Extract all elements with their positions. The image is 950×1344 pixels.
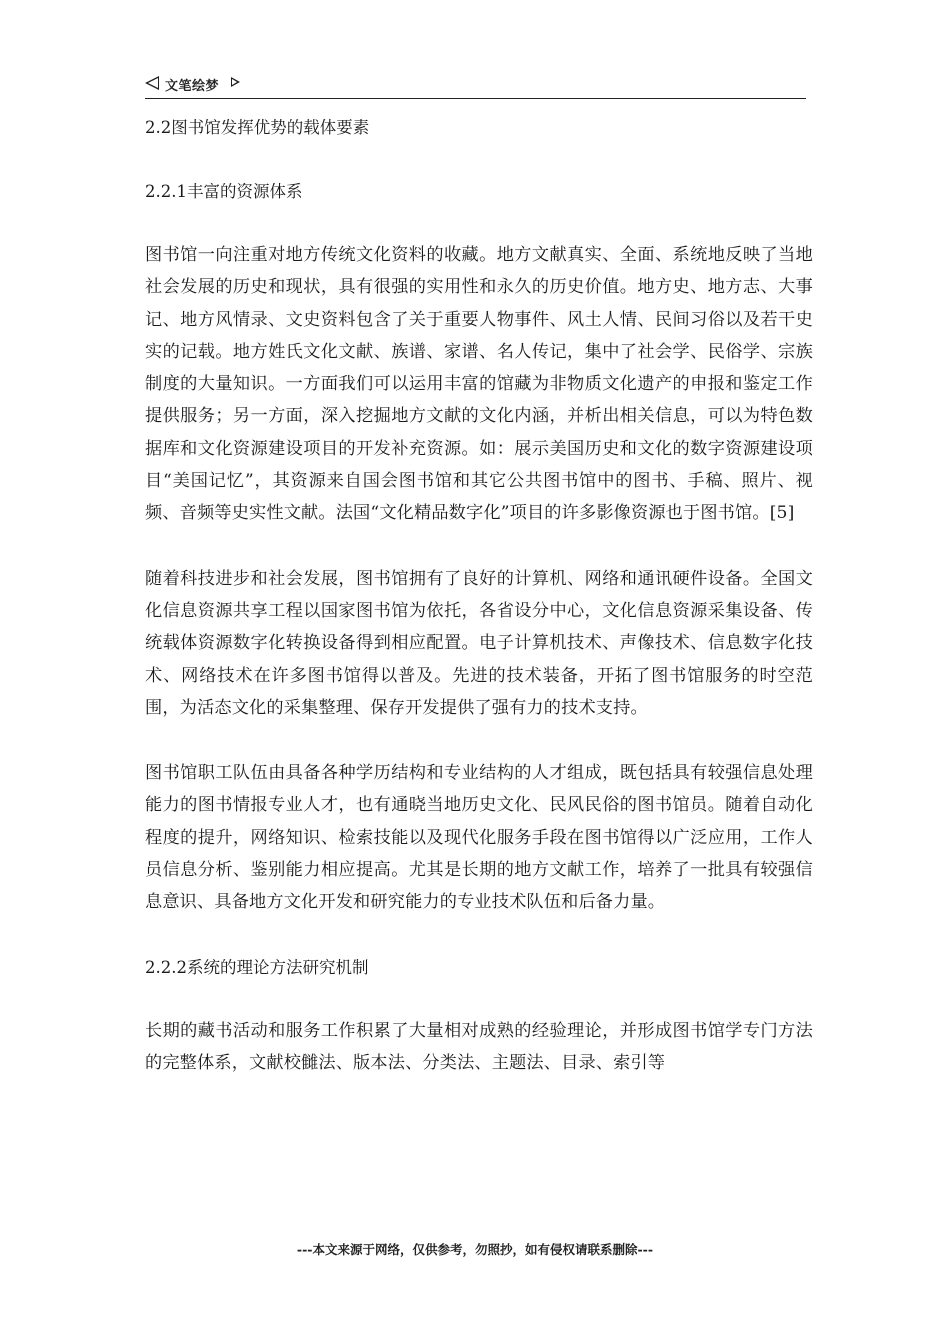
section-heading-2-2-2: 2.2.2系统的理论方法研究机制 bbox=[145, 957, 369, 977]
header-title: 文笔绘梦 bbox=[165, 79, 220, 94]
section-heading-2-2-1: 2.2.1丰富的资源体系 bbox=[145, 182, 303, 201]
footer-disclaimer: ---本文来源于网络，仅供参考，勿照抄，如有侵权请联系删除--- bbox=[296, 1242, 654, 1257]
paragraph-local-documents: 图书馆一向注重对地方传统文化资料的收藏。地方文献真实、全面、系统地反映了当地社会发展的历史和现状，具有很强的实用性和永久的历史价值。地方史、地方志、大事记、地方风情录、文史资料包含了关于重要人物事件、风土人情、民间习俗以及若干史实的记载。地方姓氏文化文献、族谱、家谱、名人传记，集中了社会学、民俗学、宗族制度的大量知识。一方面我们可以运用丰富的馆藏为非物质文化遗产的申报和鉴定工作提供服务；另一方面，深入挖掘地方文献的文化内涵，并析出相关信息，可以为特色数据库和文化资源建设项目的开发补充资源。如：展示美国历史和文化的数字资源建设项目“美国记忆”，其资源来自国会图书馆和其它公共图书馆中的图书、手稿、照片、视频、音频等史实性文献。法国“文化精品数字化”项目的许多影像资源也于图书馆。[5] bbox=[145, 245, 813, 524]
section-heading-2-2: 2.2图书馆发挥优势的载体要素 bbox=[145, 118, 370, 137]
paragraph-theory-methods: 长期的藏书活动和服务工作积累了大量相对成熟的经验理论，并形成图书馆学专门方法的完整体系，文献校雠法、版本法、分类法、主题法、目录、索引等 bbox=[145, 1020, 813, 1073]
triangle-left-icon bbox=[145, 76, 159, 90]
document-body bbox=[145, 112, 813, 1112]
paragraph-staff-team: 图书馆职工队伍由具备各种学历结构和专业结构的人才组成，既包括具有较强信息处理能力的图书情报专业人才，也有通晓当地历史文化、民风民俗的图书馆员。随着自动化程度的提升，网络知识、检索技能以及现代化服务手段在图书馆得以广泛应用，工作人员信息分析、鉴别能力相应提高。尤其是长期的地方文献工作，培养了一批具有较强信息意识、具备地方文化开发和研究能力的专业技术队伍和后备力量。 bbox=[145, 763, 813, 913]
page-header bbox=[145, 72, 806, 99]
triangle-right-icon bbox=[231, 77, 240, 87]
paragraph-technology-equipment: 随着科技进步和社会发展，图书馆拥有了良好的计算机、网络和通讯硬件设备。全国文化信息资源共享工程以国家图书馆为依托，各省设分中心，文化信息资源采集设备、传统载体资源数字化转换设备得到相应配置。电子计算机技术、声像技术、信息数字化技术、网络技术在许多图书馆得以普及。先进的技术装备，开拓了图书馆服务的时空范围，为活态文化的采集整理、保存开发提供了强有力的技术支持。 bbox=[145, 568, 813, 718]
